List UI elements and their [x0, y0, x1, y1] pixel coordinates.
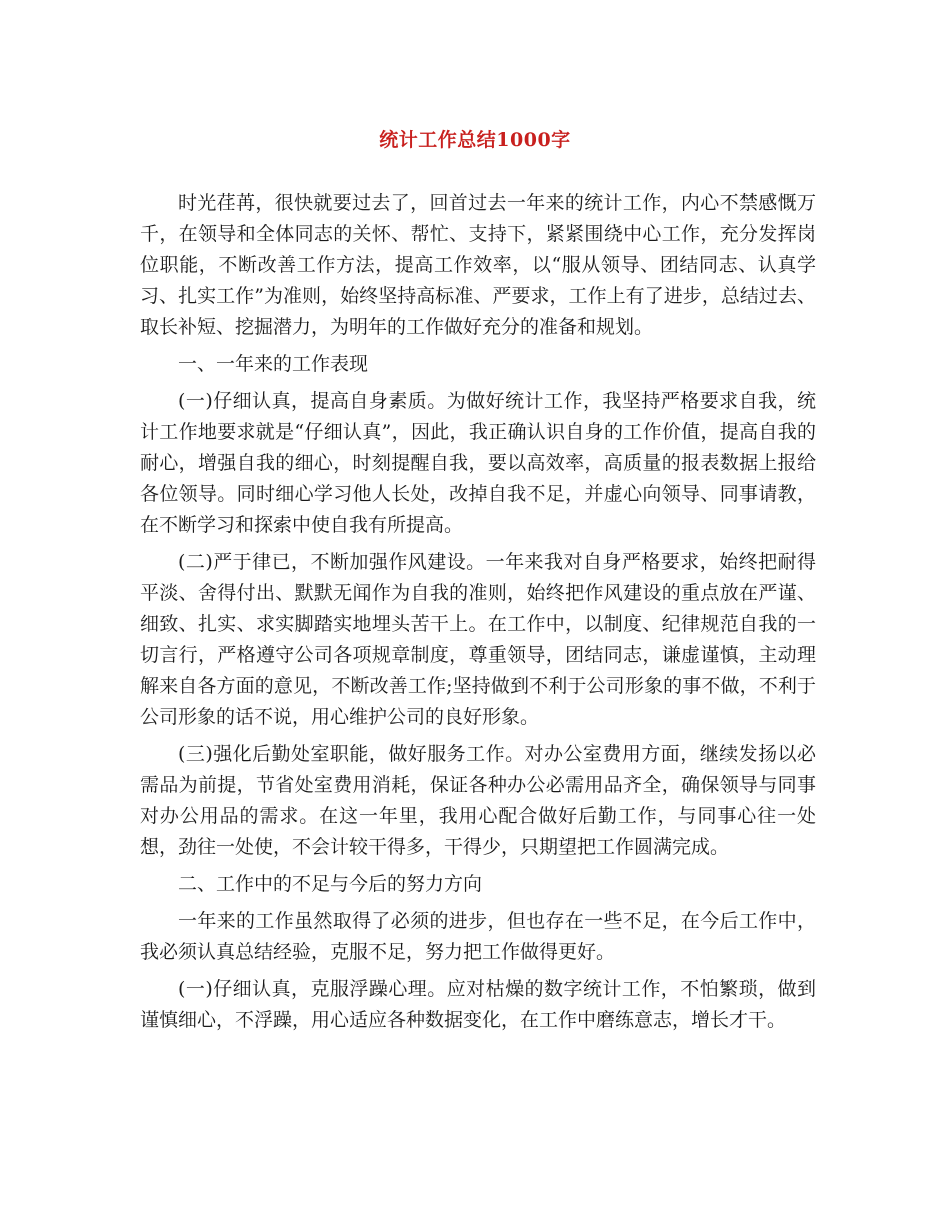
document-body	[140, 188, 816, 1042]
document-title: 统计工作总结1000字	[379, 129, 571, 151]
paragraph-1-3: (三)强化后勤处室职能，做好服务工作。对办公室费用方面，继续发扬以必需品为前提，节省处室费用消耗，保证各种办公必需用品齐全，确保领导与同事对办公用品的需求。在这一年里，我用心配合做好后勤工作，与同事心往一处想，劲往一处使，不会计较干得多，干得少，只期望把工作圆满完成。	[140, 743, 816, 858]
paragraph-1-2: (二)严于律已，不断加强作风建设。一年来我对自身严格要求，始终把耐得平淡、舍得付出、默默无闻作为自我的准则，始终把作风建设的重点放在严谨、细致、扎实、求实脚踏实地埋头苦干上。在工作中，以制度、纪律规范自我的一切言行，严格遵守公司各项规章制度，尊重领导，团结同志，谦虚谨慎，主动理解来自各方面的意见，不断改善工作;坚持做到不利于公司形象的事不做，不利于公司形象的话不说，用心维护公司的良好形象。	[140, 551, 816, 728]
paragraph-intro: 时光荏苒，很快就要过去了，回首过去一年来的统计工作，内心不禁感慨万千，在领导和全体同志的关怀、帮忙、支持下，紧紧围绕中心工作，充分发挥岗位职能，不断改善工作方法，提高工作效率，以“服从领导、团结同志、认真学习、扎实工作”为准则，始终坚持高标准、严要求，工作上有了进步，总结过去、取长补短、挖掘潜力，为明年的工作做好充分的准备和规划。	[140, 192, 816, 338]
section-heading-2: 二、工作中的不足与今后的努力方向	[178, 873, 483, 895]
paragraph-2-intro: 一年来的工作虽然取得了必须的进步，但也存在一些不足，在今后工作中，我必须认真总结经验，克服不足，努力把工作做得更好。	[140, 910, 816, 963]
section-heading-1: 一、一年来的工作表现	[178, 353, 369, 375]
paragraph-1-1: (一)仔细认真，提高自身素质。为做好统计工作，我坚持严格要求自我，统计工作地要求就是“仔细认真”，因此，我正确认识自身的工作价值，提高自我的耐心，增强自我的细心，时刻提醒自我，要以高效率，高质量的报表数据上报给各位领导。同时细心学习他人长处，改掉自我不足，并虚心向领导、同事请教，在不断学习和探索中使自我有所提高。	[140, 390, 816, 536]
paragraph-2-1: (一)仔细认真，克服浮躁心理。应对枯燥的数字统计工作，不怕繁琐，做到谨慎细心，不浮躁，用心适应各种数据变化，在工作中磨练意志，增长才干。	[140, 978, 816, 1031]
